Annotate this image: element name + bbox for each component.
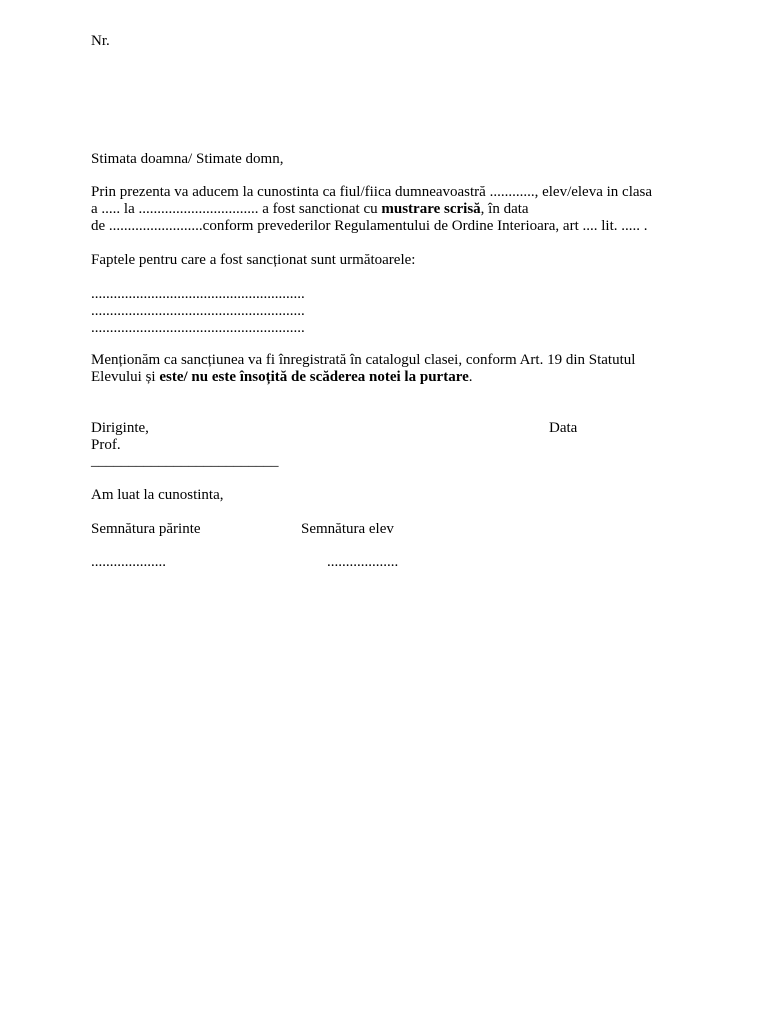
document-number: Nr. [91, 33, 110, 49]
prof-label: Prof. [91, 437, 121, 453]
mention-line-1: Menționăm ca sancțiunea va fi înregistrată în catalogul clasei, conform Art. 19 din Statutul [91, 352, 636, 368]
student-signature-dots: ................... [327, 554, 399, 570]
intro-line-3: de .........................conform prevederilor Regulamentului de Ordine Interioara, art .... lit. ..... . [91, 218, 648, 234]
facts-dots-line: ......................................................... [91, 286, 305, 302]
sanction-type: mustrare scrisă [381, 201, 481, 217]
grade-reduction-note: este/ nu este însoțită de scăderea notei la purtare [159, 369, 469, 385]
facts-dots-line: ......................................................... [91, 303, 305, 319]
intro-line-2-start: a ..... la ................................ a fost sanctionat cu [91, 201, 382, 217]
diriginte-label: Diriginte, [91, 420, 149, 436]
parent-signature-label: Semnătura părinte [91, 521, 201, 537]
student-signature-label: Semnătura elev [301, 521, 394, 537]
intro-line-1: Prin prezenta va aducem la cunostinta ca fiul/fiica dumneavoastră ............, elev/eleva in clasa [91, 184, 653, 200]
date-label: Data [549, 420, 578, 436]
facts-dots-line: ......................................................... [91, 320, 305, 336]
mention-line-2-start: Elevului și [91, 369, 160, 385]
intro-line-2 [91, 201, 529, 218]
intro-line-2-end: , în data [480, 201, 529, 217]
teacher-signature-line: _________________________ [91, 453, 279, 469]
mention-line-2 [91, 369, 472, 386]
facts-heading: Faptele pentru care a fost sancționat sunt următoarele: [91, 252, 416, 268]
salutation: Stimata doamna/ Stimate domn, [91, 151, 284, 167]
mention-line-2-end: . [468, 369, 473, 385]
parent-signature-dots: .................... [91, 554, 166, 570]
acknowledge-text: Am luat la cunostinta, [91, 487, 224, 503]
